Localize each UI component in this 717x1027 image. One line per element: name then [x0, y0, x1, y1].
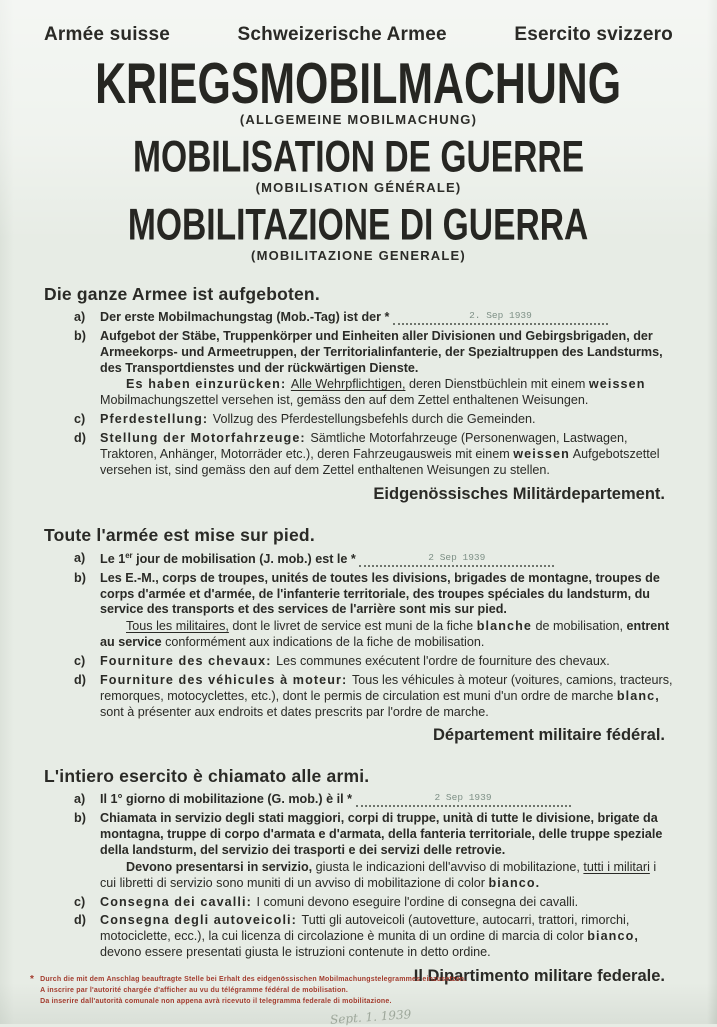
item-text: [100, 792, 673, 808]
item-label: d): [74, 913, 86, 928]
header-label-italian: Esercito svizzero: [514, 24, 673, 45]
subtitle-french: (MOBILISATION GÉNÉRALE): [255, 180, 462, 195]
item-label: a): [74, 550, 86, 565]
item-label: c): [74, 894, 86, 909]
list-item-d: [74, 431, 673, 479]
item-text-segments: Aufgebot der Stäbe, Truppenkörper und Einheiten aller Divisionen und Gebirgsbrigaden, der Armeekorps- und Armeetruppen, der Territorialinfanterie, der Spezialtruppen des Landsturms, des Transportdienstes und der rückwärtigen Dienste.: [100, 328, 663, 375]
item-label: b): [74, 570, 86, 585]
item-text-segments: Stellung der Motorfahrzeuge: Sämtliche Motorfahrzeuge (Personenwagen, Lastwagen, Traktoren, Anhänger, Motorräder etc.), deren Fahrzeugausweis mit einem weissen Aufgebotszettel versehen ist, sind gemäss den auf dem Zettel enthaltenen Weisungen zu stellen.: [100, 431, 660, 477]
item-text-segments: Pferdestellung: Vollzug des Pferdestellungsbefehls durch die Gemeinden.: [100, 412, 536, 427]
list-item-d: [74, 913, 673, 961]
list-item-a: [74, 310, 673, 326]
footnote-asterisk: *: [30, 974, 35, 986]
item-label: c): [74, 653, 86, 668]
handwritten-date-stamp: 2 Sep 1939: [434, 792, 492, 804]
item-text: [100, 329, 673, 409]
item-text-segments: Consegna degli autoveicoli: Tutti gli autoveicoli (autovetture, autocarri, trattori, rimorchi, motociclette, ecc.), la cui licenza di circolazione è munita di un ordine di marcia di color bianco, devono essere presentati giusta le istruzioni contenute in detto ordine.: [100, 913, 639, 960]
list-item-a: [74, 792, 673, 808]
footnote-line-french: A inscrire par l'autorité chargée d'afficher au vu du télégramme fédéral de mobilisation.: [40, 987, 349, 995]
item-text: [100, 310, 673, 326]
list-item-a: [74, 551, 673, 568]
list-item-b: [74, 811, 673, 891]
header-row: [44, 24, 673, 46]
main-title-french: MOBILISATION DE GUERRE: [132, 132, 585, 182]
footnote-lines: [40, 975, 466, 1008]
sub-paragraph: Es haben einzurücken: Alle Wehrpflichtigen, deren Dienstbüchlein mit einem weissen Mobilmachungszettel versehen ist, gemäss den auf dem Zettel enthaltenen Weisungen.: [100, 377, 646, 408]
subtitle-german: (ALLGEMEINE MOBILMACHUNG): [239, 112, 478, 127]
main-title-german: KRIEGSMOBILMACHUNG: [95, 51, 622, 116]
date-fill-line: [356, 793, 571, 807]
header-label-french: Armée suisse: [44, 24, 170, 45]
date-fill-line: [359, 553, 554, 567]
section-italian: [44, 766, 673, 986]
title-block-italian: [44, 195, 673, 263]
handwritten-date-stamp: 2 Sep 1939: [428, 551, 486, 563]
title-block-french: [44, 127, 673, 195]
title-block-german: [44, 51, 673, 127]
item-label: a): [74, 310, 86, 324]
list-item-d: [74, 673, 673, 721]
section-german: [44, 284, 673, 504]
item-text-segments: Le 1er jour de mobilisation (J. mob.) est le *: [100, 550, 356, 566]
bottom-handwriting: Sept. 1. 1939: [329, 1007, 412, 1027]
item-text: [100, 811, 673, 891]
list-item-c: [74, 412, 673, 428]
item-text-segments: Il 1° giorno di mobilitazione (G. mob.) è il *: [100, 792, 353, 807]
sub-paragraph: Devono presentarsi in servizio, giusta le indicazioni dell'avviso di mobilitazione, tutti i militari i cui libretti di servizio sono muniti di un avviso di mobilitazione di color bianco.: [100, 859, 657, 890]
section-heading-french: Toute l'armée est mise sur pied.: [44, 524, 315, 545]
section-heading-german: Die ganze Armee ist aufgeboten.: [44, 284, 320, 304]
item-text-segments: Der erste Mobilmachungstag (Mob.-Tag) ist der *: [100, 310, 390, 324]
item-text: [100, 551, 673, 568]
main-title-italian: MOBILITAZIONE DI GUERRA: [128, 200, 589, 250]
item-text-segments: Les E.-M., corps de troupes, unités de toutes les divisions, brigades de montagne, troupes de corps d'armée et d'armée, de l'infanterie territoriale, des troupes spéciales du landsturm, du service des transports et des services de l'arrière sont mis sur pied.: [100, 570, 660, 617]
list-item-b: [74, 329, 673, 409]
footnote: [30, 975, 687, 1008]
list-item-b: [74, 571, 673, 651]
item-label: d): [74, 672, 86, 687]
signature-italian: Il Dipartimento militare federale.: [413, 966, 665, 985]
date-fill-line: [393, 311, 608, 325]
item-text-segments: Fourniture des chevaux: Les communes exécutent l'ordre de fourniture des chevaux.: [100, 653, 610, 668]
handwritten-date-stamp: 2. Sep 1939: [469, 310, 532, 321]
section-french: [44, 525, 673, 746]
item-text-segments: Consegna dei cavalli: I comuni devono eseguire l'ordine di consegna dei cavalli.: [100, 894, 579, 909]
item-label: d): [74, 431, 86, 446]
sub-paragraph: Tous les militaires, dont le livret de service est muni de la fiche blanche de mobilisation, entrent au service conformément aux indications de la fiche de mobilisation.: [100, 619, 670, 650]
footnote-line-german: Durch die mit dem Anschlag beauftragte Stelle bei Erhalt des eidgenössischen Mobilmachungstelegrammes einzusetzen.: [40, 976, 467, 984]
item-text-segments: Chiamata in servizio degli stati maggiori, corpi di truppe, unità di tutte le divisione, brigate da montagna, truppe di corpo d'armata e d'armata, della fanteria territoriale, delle truppe speziale della landsturm, del servizio dei trasporti e dei servizi delle retrovie.: [100, 811, 663, 857]
signature-french: Département militaire fédéral.: [433, 726, 665, 745]
subtitle-italian: (MOBILITAZIONE GENERALE): [251, 248, 466, 263]
header-label-german: Schweizerische Armee: [237, 24, 447, 45]
signature-german: Eidgenössisches Militärdepartement.: [373, 484, 665, 503]
item-text-segments: Fourniture des véhicules à moteur: Tous les véhicules à moteur (voitures, camions, tracteurs, remorques, motocyclettes, etc.), dont le permis de circulation est muni d'un ordre de marche blanc, sont à présenter aux endroits et dates prescrits par l'ordre de marche.: [100, 672, 673, 719]
item-label: c): [74, 412, 86, 427]
item-label: a): [74, 792, 86, 807]
footnote-line-italian: Da inserire dall'autorità comunale non appena avrà ricevuto il telegramma federale di mobilitazione.: [40, 998, 392, 1006]
item-label: b): [74, 811, 86, 826]
list-item-c: [74, 895, 673, 911]
list-item-c: [74, 654, 673, 670]
item-label: b): [74, 328, 86, 343]
item-text: [100, 571, 673, 651]
section-heading-italian: L'intiero esercito è chiamato alle armi.: [44, 766, 370, 787]
